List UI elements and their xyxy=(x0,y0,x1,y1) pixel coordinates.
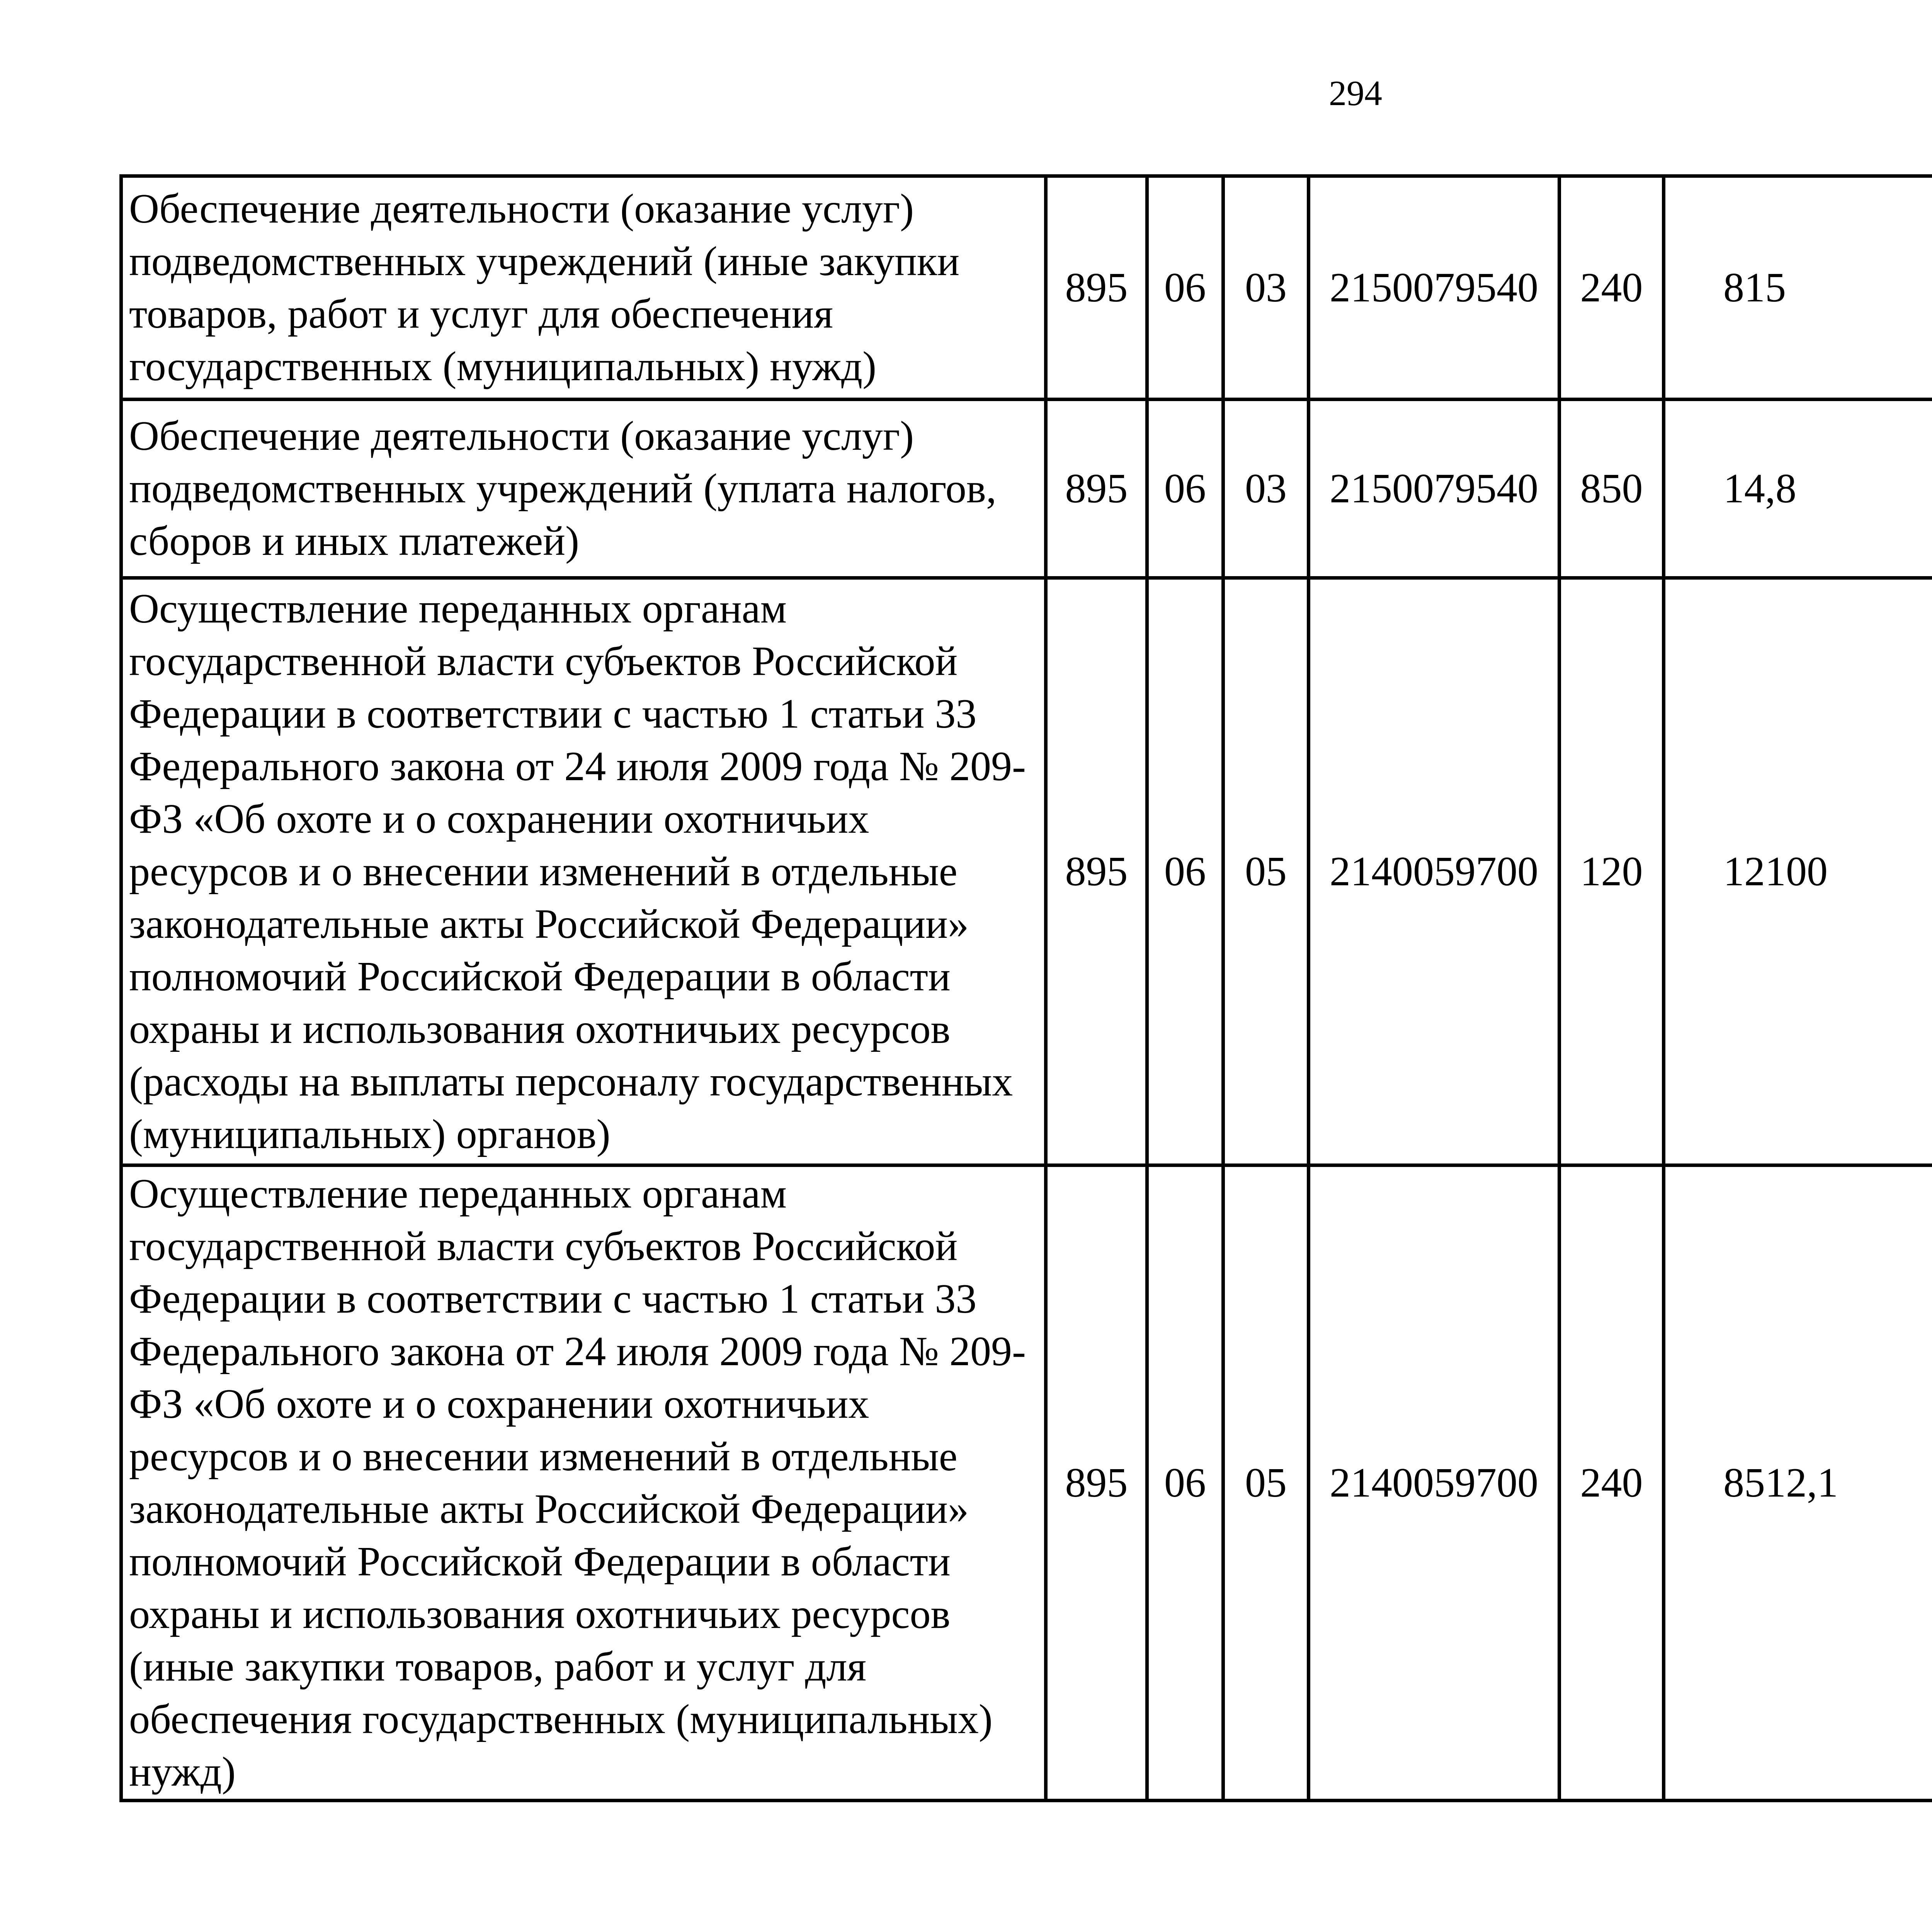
description-line: (иные закупки товаров, работ и услуг для xyxy=(129,1643,867,1690)
vr-cell: 850 xyxy=(1560,400,1664,578)
ved-cell: 895 xyxy=(1046,578,1147,1165)
description-line: государственной власти субъектов Российской xyxy=(129,1223,958,1269)
amount-cell-1: 14,8 xyxy=(1664,400,1932,578)
csr-cell: 2140059700 xyxy=(1309,1165,1560,1801)
description-line: государственной власти субъектов Российской xyxy=(129,638,958,684)
ved-cell: 895 xyxy=(1046,176,1147,400)
budget-table xyxy=(119,174,1932,1802)
description-line: (расходы на выплаты персоналу государственных xyxy=(129,1058,1013,1105)
csr-cell: 2150079540 xyxy=(1309,176,1560,400)
description-line: Федерального закона от 24 июля 2009 года № 209- xyxy=(129,743,1026,789)
table-row xyxy=(121,400,1932,578)
pr-cell: 05 xyxy=(1223,1165,1309,1801)
vr-cell: 240 xyxy=(1560,176,1664,400)
description-line: сборов и иных платежей) xyxy=(129,518,580,564)
description-line: Федерации в соответствии с частью 1 статьи 33 xyxy=(129,691,977,737)
description-line: полномочий Российской Федерации в области xyxy=(129,1538,951,1585)
description-line: законодательные акты Российской Федерации» xyxy=(129,1486,969,1532)
description-line: Обеспечение деятельности (оказание услуг) xyxy=(129,185,914,232)
description-line: охраны и использования охотничьих ресурсов xyxy=(129,1591,951,1637)
description-line: товаров, работ и услуг для обеспечения xyxy=(129,291,833,337)
table-row xyxy=(121,1165,1932,1801)
description-line: Обеспечение деятельности (оказание услуг) xyxy=(129,413,914,459)
amount-cell-1: 8512,1 xyxy=(1664,1165,1932,1801)
amount-cell-1: 815 xyxy=(1664,176,1932,400)
pr-cell: 03 xyxy=(1223,176,1309,400)
description-line: Осуществление переданных органам xyxy=(129,1170,787,1217)
description-line: полномочий Российской Федерации в области xyxy=(129,953,951,1000)
pr-cell: 05 xyxy=(1223,578,1309,1165)
description-line: подведомственных учреждений (иные закупки xyxy=(129,238,960,284)
pr-cell: 03 xyxy=(1223,400,1309,578)
csr-cell: 2150079540 xyxy=(1309,400,1560,578)
description-line: охраны и использования охотничьих ресурсов xyxy=(129,1006,951,1052)
description-line: Осуществление переданных органам xyxy=(129,585,787,632)
row-description xyxy=(121,578,1046,1165)
row-description xyxy=(121,176,1046,400)
vr-cell: 240 xyxy=(1560,1165,1664,1801)
csr-cell: 2140059700 xyxy=(1309,578,1560,1165)
description-line: ФЗ «Об охоте и о сохранении охотничьих xyxy=(129,1381,869,1427)
description-line: подведомственных учреждений (уплата налогов, xyxy=(129,465,997,512)
rz-cell: 06 xyxy=(1147,176,1223,400)
rz-cell: 06 xyxy=(1147,1165,1223,1801)
row-description xyxy=(121,1165,1046,1801)
table-row xyxy=(121,578,1932,1165)
vr-cell: 120 xyxy=(1560,578,1664,1165)
description-line: нужд) xyxy=(129,1749,236,1795)
description-line: ФЗ «Об охоте и о сохранении охотничьих xyxy=(129,796,869,842)
description-line: законодательные акты Российской Федерации» xyxy=(129,901,969,947)
description-line: (муниципальных) органов) xyxy=(129,1111,611,1157)
ved-cell: 895 xyxy=(1046,1165,1147,1801)
description-line: ресурсов и о внесении изменений в отдельные xyxy=(129,1433,957,1480)
description-line: Федерации в соответствии с частью 1 статьи 33 xyxy=(129,1276,977,1322)
description-line: государственных (муниципальных) нужд) xyxy=(129,343,877,390)
description-line: обеспечения государственных (муниципальных) xyxy=(129,1696,993,1742)
rz-cell: 06 xyxy=(1147,400,1223,578)
description-line: ресурсов и о внесении изменений в отдельные xyxy=(129,848,957,895)
amount-cell-1: 12100 xyxy=(1664,578,1932,1165)
table-row xyxy=(121,176,1932,400)
rz-cell: 06 xyxy=(1147,578,1223,1165)
page-number: 294 xyxy=(1329,73,1382,113)
row-description xyxy=(121,400,1046,578)
ved-cell: 895 xyxy=(1046,400,1147,578)
description-line: Федерального закона от 24 июля 2009 года № 209- xyxy=(129,1328,1026,1374)
